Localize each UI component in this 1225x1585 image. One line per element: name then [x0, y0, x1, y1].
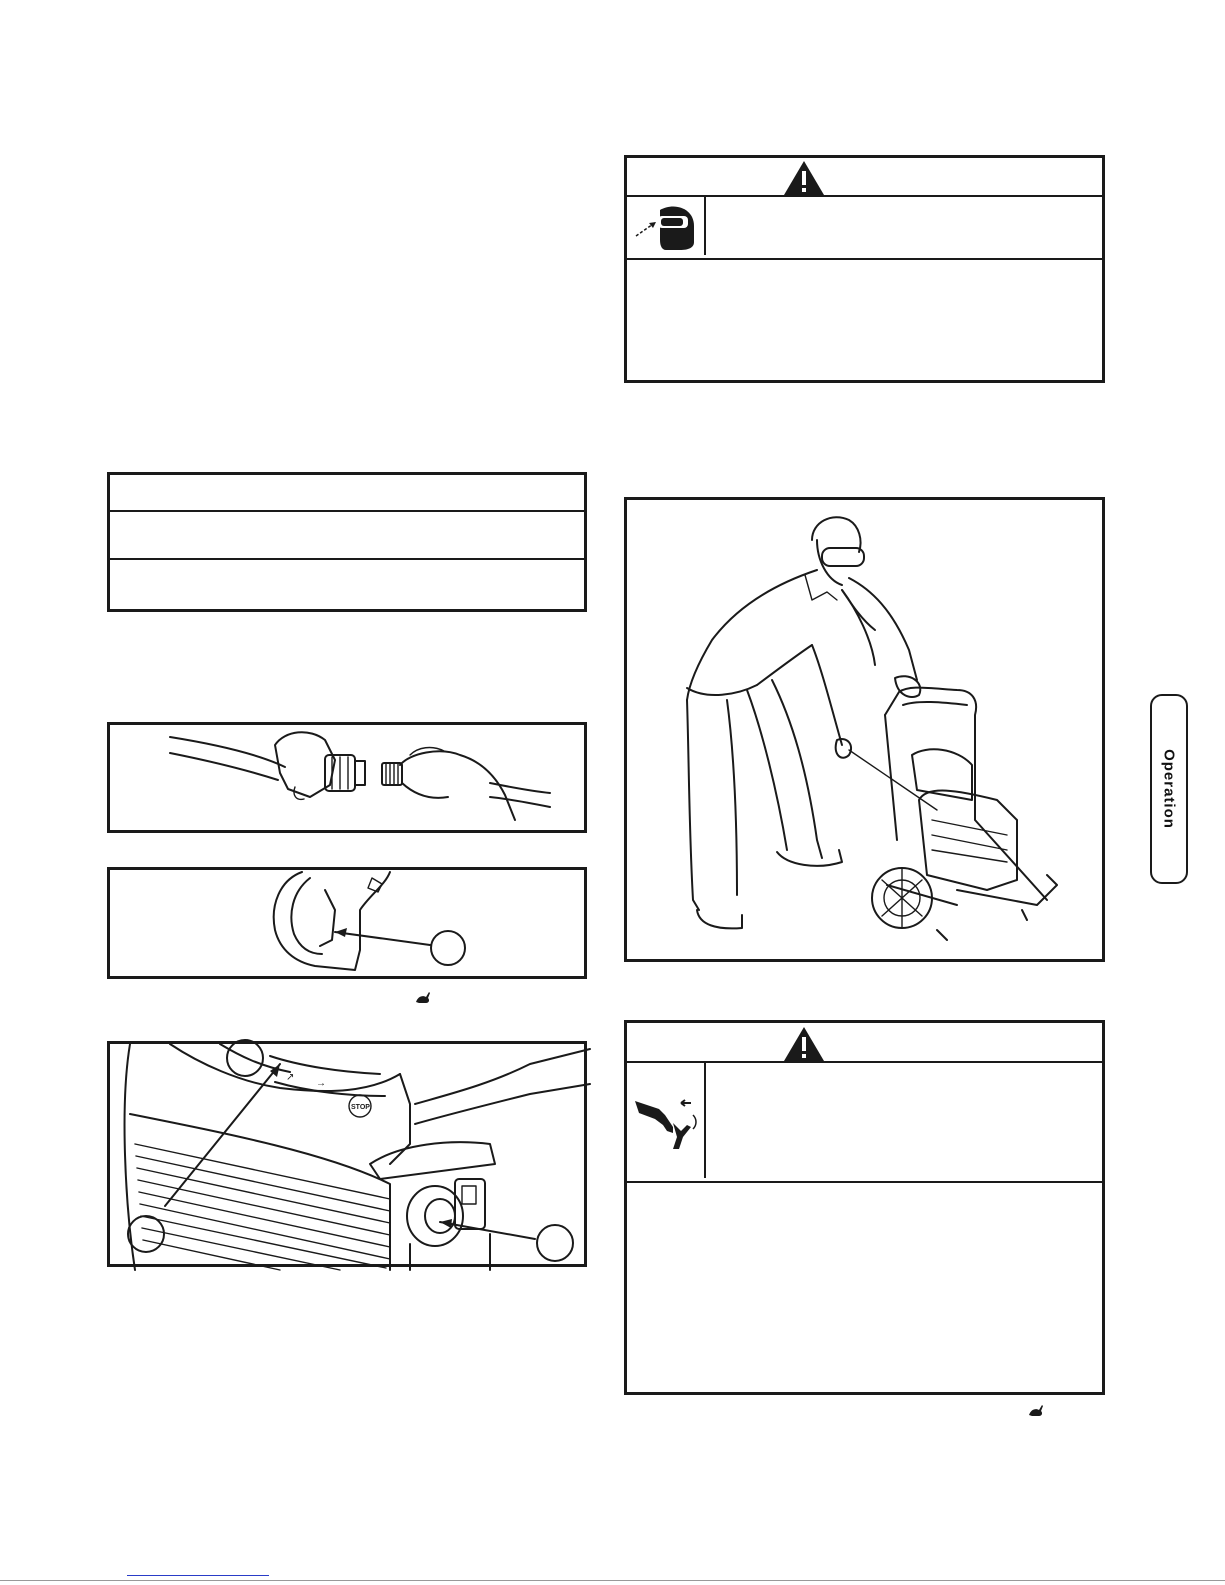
operator-pull-start-illustration [627, 500, 1108, 965]
safety-goggles-icon [634, 200, 698, 254]
info-table [107, 472, 587, 612]
hose-connector-illustration [110, 725, 590, 836]
warning-box-hand [624, 1020, 1105, 1395]
rabbit-fast-icon [1027, 1403, 1045, 1419]
hand-injury-icon [633, 1093, 699, 1153]
svg-text:→: → [316, 1078, 326, 1089]
svg-text:↗: ↗ [286, 1072, 295, 1083]
footer-rule [0, 1580, 1225, 1581]
table-divider-2 [110, 558, 584, 560]
section-tab-label: Operation [1160, 749, 1178, 829]
rabbit-fast-icon [414, 990, 432, 1006]
stop-label: STOP [351, 1104, 370, 1111]
table-divider-1 [110, 510, 584, 512]
spray-gun-figure [107, 867, 587, 979]
warning-header-divider [627, 1061, 1102, 1063]
warning-header-divider [627, 195, 1102, 197]
engine-control-figure [107, 1041, 587, 1267]
engine-control-illustration [110, 1044, 590, 1270]
spray-gun-illustration [110, 870, 590, 982]
warning-box-eye [624, 155, 1105, 383]
warning-body-divider [627, 1181, 1102, 1183]
hose-connector-figure [107, 722, 587, 833]
warning-triangle-icon [783, 1026, 825, 1062]
warning-body-divider [627, 258, 1102, 260]
footer-link-underline[interactable] [127, 1575, 269, 1576]
operator-figure [624, 497, 1105, 962]
section-tab[interactable] [1150, 694, 1188, 884]
icon-cell-divider [704, 195, 706, 255]
icon-cell-divider [704, 1061, 706, 1178]
warning-triangle-icon [783, 160, 825, 196]
